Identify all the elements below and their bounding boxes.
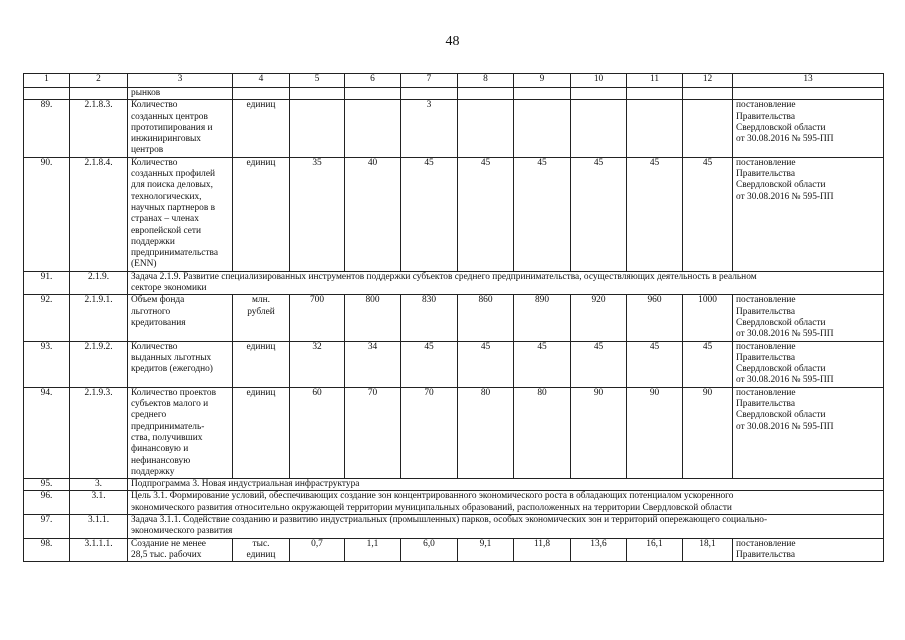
column-header: 10 — [571, 74, 627, 88]
value-cell: 700 — [290, 295, 345, 341]
value-cell: 800 — [345, 295, 401, 341]
section-title-line: Подпрограмма 3. Новая индустриальная инфраструктура — [131, 479, 360, 490]
column-header: 12 — [683, 74, 733, 88]
source-document-line: постановление — [736, 538, 796, 549]
indicator-name-line: финансовую и — [131, 444, 189, 455]
section-title-line: экономического развития относительно окружающей территории муниципальных образований, расположенных на территории Свердловской области — [131, 502, 732, 513]
indicator-name-line: технологических, — [131, 191, 202, 202]
indicator-name-line: Количество проектов — [131, 387, 216, 398]
source-document-line: постановление — [736, 341, 796, 352]
value-cell — [627, 100, 683, 157]
source-document-line: от 30.08.2016 № 595-ПП — [736, 191, 834, 202]
source-document-line: постановление — [736, 387, 796, 398]
source-document-line: Правительства — [736, 352, 795, 363]
indicator-name — [128, 100, 233, 157]
row-code: 2.1.8.3. — [70, 100, 128, 157]
value-cell: 80 — [514, 387, 571, 478]
value-cell: 70 — [345, 387, 401, 478]
value-cell: 16,1 — [627, 538, 683, 562]
column-number-header-row — [24, 74, 884, 88]
value-cell: 890 — [514, 295, 571, 341]
section-title — [128, 271, 884, 295]
value-cell: 45 — [683, 341, 733, 387]
source-document-line: от 30.08.2016 № 595-ПП — [736, 421, 834, 432]
row-number: 91. — [24, 271, 70, 295]
value-cell — [571, 100, 627, 157]
source-document-line: Свердловской области — [736, 122, 826, 133]
value-cell — [514, 100, 571, 157]
source-document-line: Правительства — [736, 111, 795, 122]
indicator-name-line: Создание не менее — [131, 538, 206, 549]
row-number: 97. — [24, 514, 70, 538]
indicator-name-line: предпринимательства — [131, 248, 218, 259]
indicator-name-line: научных партнеров в — [131, 202, 216, 213]
row-number: 90. — [24, 157, 70, 271]
value-cell: 3 — [401, 100, 458, 157]
row-number: 89. — [24, 100, 70, 157]
row-code: 2.1.9.2. — [70, 341, 128, 387]
unit-line: единиц — [246, 100, 276, 111]
indicator-row — [24, 387, 884, 478]
value-cell: 830 — [401, 295, 458, 341]
row-code: 3.1.1. — [70, 514, 128, 538]
value-cell: 1,1 — [345, 538, 401, 562]
column-header: 13 — [733, 74, 884, 88]
value-cell: 45 — [627, 157, 683, 271]
section-title-line: Задача 2.1.9. Развитие специализированных инструментов поддержки субъектов среднего предпринимательства, осуществляющих деятельность в реальном — [131, 271, 757, 282]
indicator-name — [128, 387, 233, 478]
value-cell: 1000 — [683, 295, 733, 341]
indicator-name-line: Количество — [131, 341, 178, 352]
indicator-name — [128, 538, 233, 562]
row-code: 2.1.9. — [70, 271, 128, 295]
unit-line: единиц — [246, 549, 276, 560]
value-cell — [458, 100, 514, 157]
section-title-line: экономического развития — [131, 526, 233, 537]
indicator-name — [128, 157, 233, 271]
indicator-name-line: прототипирования и — [131, 122, 213, 133]
unit-cell — [233, 157, 290, 271]
indicator-name-line: Количество — [131, 100, 178, 111]
indicator-name-line: кредитования — [131, 317, 186, 328]
column-header: 3 — [128, 74, 233, 88]
value-cell: 13,6 — [571, 538, 627, 562]
source-document-line: от 30.08.2016 № 595-ПП — [736, 375, 834, 386]
unit-line: млн. — [252, 295, 270, 306]
column-header: 2 — [70, 74, 128, 88]
unit-cell — [233, 387, 290, 478]
value-cell — [290, 100, 345, 157]
source-document-line: постановление — [736, 100, 796, 111]
value-cell: 35 — [290, 157, 345, 271]
row-number: 96. — [24, 491, 70, 515]
indicator-name-line: льготного — [131, 306, 171, 317]
row-code: 3.1. — [70, 491, 128, 515]
value-cell: 34 — [345, 341, 401, 387]
row-number: 93. — [24, 341, 70, 387]
indicator-name-line: нефинансовую — [131, 455, 191, 466]
value-cell: 45 — [627, 341, 683, 387]
indicator-name-line: субъектов малого и — [131, 399, 209, 410]
indicator-name-line: странах – членах — [131, 214, 199, 225]
unit-cell — [233, 538, 290, 562]
unit-cell — [233, 295, 290, 341]
value-cell: 90 — [627, 387, 683, 478]
value-cell: 45 — [458, 157, 514, 271]
section-title-line: Цель 3.1. Формирование условий, обеспечивающих создание зон концентрированного экономического роста в обладающих потенциалом ускоренного — [131, 491, 734, 502]
indicator-name-line: выданных льготных — [131, 352, 212, 363]
continuation-row — [24, 88, 884, 100]
source-document — [733, 295, 884, 341]
value-cell: 11,8 — [514, 538, 571, 562]
value-cell: 40 — [345, 157, 401, 271]
value-cell: 32 — [290, 341, 345, 387]
source-document-line: Свердловской области — [736, 364, 826, 375]
indicator-name-line: инжиниринговых — [131, 134, 201, 145]
continuation-text: рынков — [128, 88, 233, 100]
unit-line: единиц — [246, 157, 276, 168]
value-cell: 45 — [401, 157, 458, 271]
column-header: 8 — [458, 74, 514, 88]
row-code: 2.1.8.4. — [70, 157, 128, 271]
value-cell: 70 — [401, 387, 458, 478]
row-number: 98. — [24, 538, 70, 562]
row-code: 2.1.9.1. — [70, 295, 128, 341]
indicator-name-line: (ENN) — [131, 259, 157, 270]
page-number: 48 — [445, 34, 460, 49]
indicator-name-line: созданных профилей — [131, 169, 216, 180]
row-code: 3. — [70, 479, 128, 491]
section-title-line: секторе экономики — [131, 283, 207, 294]
indicator-name-line: Объем фонда — [131, 295, 185, 306]
indicator-name-line: для поиска деловых, — [131, 180, 213, 191]
source-document — [733, 341, 884, 387]
source-document-line: Правительства — [736, 306, 795, 317]
source-document-line: постановление — [736, 157, 796, 168]
source-document-line: Свердловской области — [736, 317, 826, 328]
value-cell — [683, 100, 733, 157]
row-code: 3.1.1.1. — [70, 538, 128, 562]
source-document-line: от 30.08.2016 № 595-ПП — [736, 134, 834, 145]
column-header: 1 — [24, 74, 70, 88]
indicator-name-line: поддержки — [131, 236, 175, 247]
source-document — [733, 157, 884, 271]
unit-cell — [233, 100, 290, 157]
indicator-name — [128, 295, 233, 341]
source-document-line: Свердловской области — [736, 410, 826, 421]
row-number: 95. — [24, 479, 70, 491]
section-title — [128, 514, 884, 538]
indicator-row — [24, 100, 884, 157]
indicator-name — [128, 341, 233, 387]
indicator-name-line: среднего — [131, 410, 167, 421]
indicator-name-line: ства, получивших — [131, 432, 203, 443]
source-document — [733, 538, 884, 562]
unit-line: единиц — [246, 387, 276, 398]
value-cell: 6,0 — [401, 538, 458, 562]
source-document-line: от 30.08.2016 № 595-ПП — [736, 329, 834, 340]
indicator-name-line: созданных центров — [131, 111, 208, 122]
value-cell: 860 — [458, 295, 514, 341]
value-cell: 920 — [571, 295, 627, 341]
value-cell: 45 — [514, 157, 571, 271]
indicator-row — [24, 295, 884, 341]
value-cell — [345, 100, 401, 157]
value-cell: 45 — [514, 341, 571, 387]
section-row — [24, 514, 884, 538]
source-document — [733, 387, 884, 478]
column-header: 6 — [345, 74, 401, 88]
value-cell: 60 — [290, 387, 345, 478]
unit-cell — [233, 341, 290, 387]
value-cell: 0,7 — [290, 538, 345, 562]
section-title — [128, 479, 884, 491]
value-cell: 960 — [627, 295, 683, 341]
section-row — [24, 491, 884, 515]
value-cell: 45 — [458, 341, 514, 387]
source-document-line: постановление — [736, 295, 796, 306]
indicators-table — [23, 73, 884, 562]
value-cell: 90 — [683, 387, 733, 478]
row-code: 2.1.9.3. — [70, 387, 128, 478]
indicator-row — [24, 341, 884, 387]
value-cell: 18,1 — [683, 538, 733, 562]
value-cell: 45 — [571, 157, 627, 271]
column-header: 5 — [290, 74, 345, 88]
row-number: 94. — [24, 387, 70, 478]
source-document-line: Правительства — [736, 549, 795, 560]
value-cell: 45 — [683, 157, 733, 271]
value-cell: 80 — [458, 387, 514, 478]
column-header: 4 — [233, 74, 290, 88]
indicator-name-line: поддержку — [131, 466, 175, 477]
indicator-name-line: кредитов (ежегодно) — [131, 364, 213, 375]
indicator-name-line: центров — [131, 145, 164, 156]
column-header: 11 — [627, 74, 683, 88]
value-cell: 45 — [401, 341, 458, 387]
source-document-line: Правительства — [736, 399, 795, 410]
indicator-name-line: европейской сети — [131, 225, 201, 236]
unit-line: рублей — [247, 306, 275, 317]
value-cell: 90 — [571, 387, 627, 478]
value-cell: 9,1 — [458, 538, 514, 562]
source-document-line: Свердловской области — [736, 180, 826, 191]
column-header: 7 — [401, 74, 458, 88]
indicator-row — [24, 538, 884, 562]
section-row — [24, 271, 884, 295]
section-title-line: Задача 3.1.1. Содействие созданию и развитию индустриальных (промышленных) парков, особых экономических зон и территорий опережающего социально- — [131, 514, 768, 525]
section-row — [24, 479, 884, 491]
indicator-name-line: предприниматель- — [131, 421, 205, 432]
unit-line: единиц — [246, 341, 276, 352]
section-title — [128, 491, 884, 515]
indicator-row — [24, 157, 884, 271]
source-document-line: Правительства — [736, 169, 795, 180]
indicator-name-line: Количество — [131, 157, 178, 168]
unit-line: тыс. — [252, 538, 270, 549]
value-cell: 45 — [571, 341, 627, 387]
column-header: 9 — [514, 74, 571, 88]
indicator-name-line: 28,5 тыс. рабочих — [131, 549, 202, 560]
source-document — [733, 100, 884, 157]
row-number: 92. — [24, 295, 70, 341]
